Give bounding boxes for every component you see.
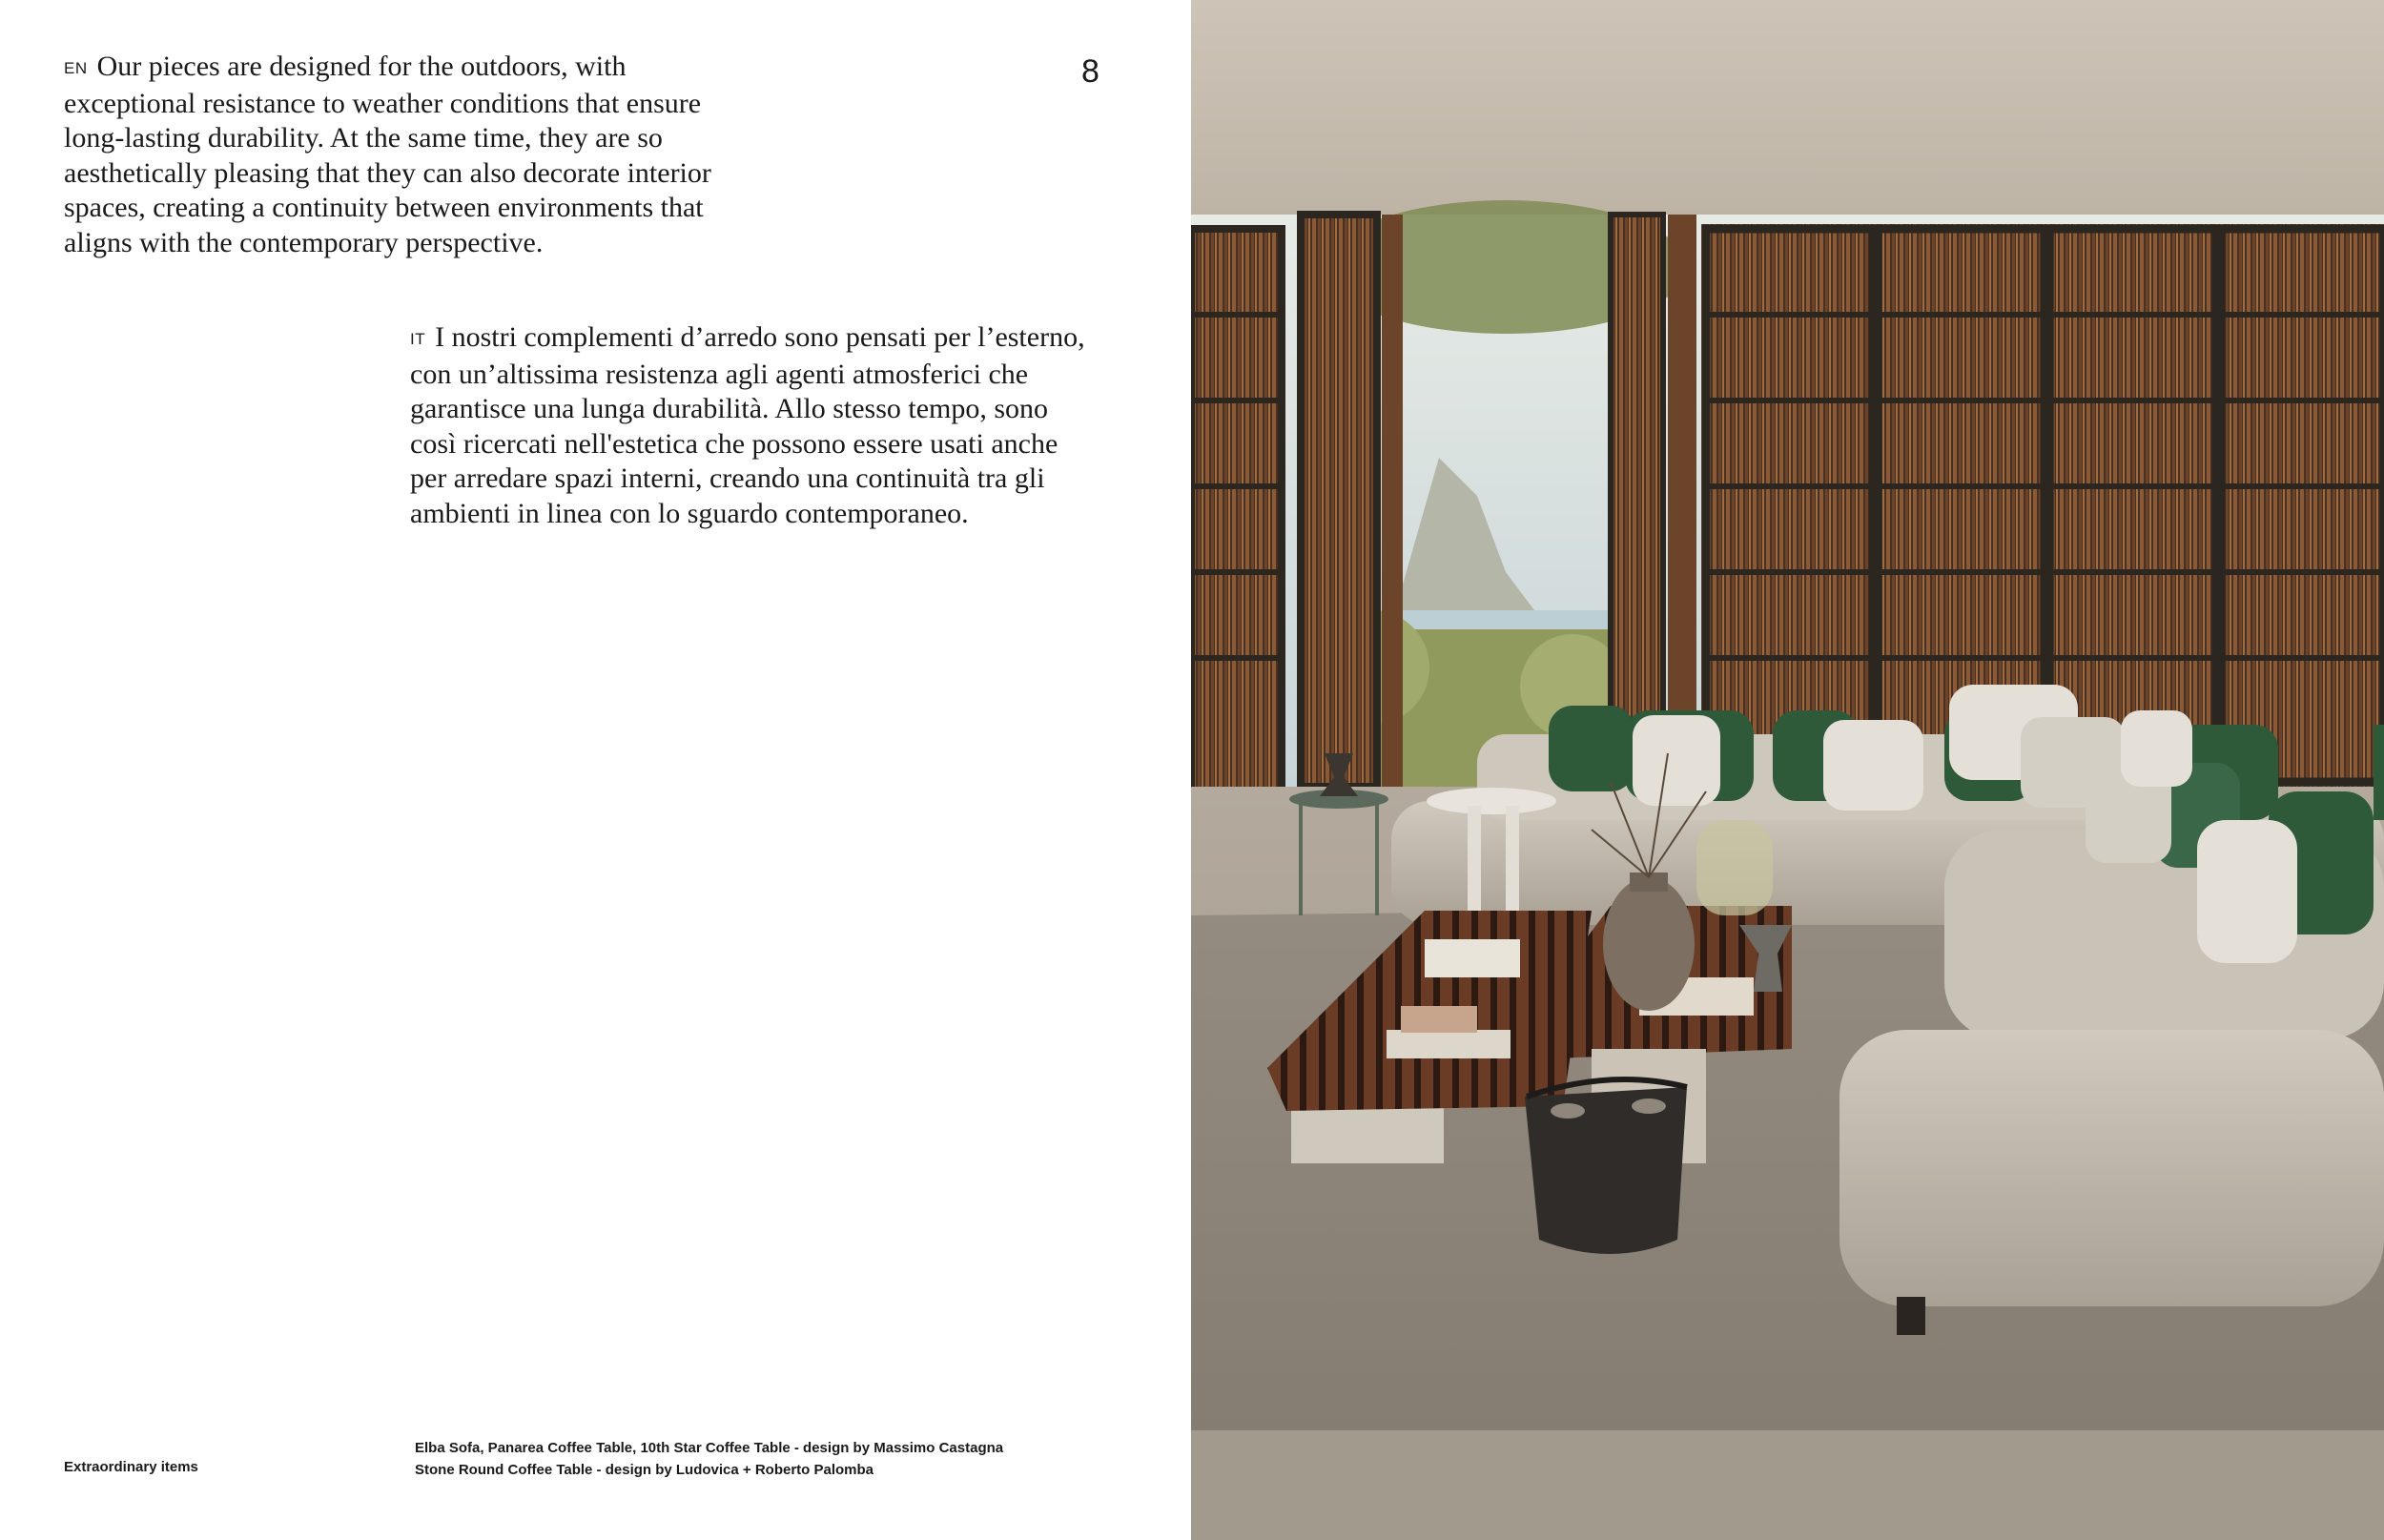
- english-paragraph: [64, 50, 770, 260]
- language-tag-en: EN: [64, 59, 88, 77]
- en-line: exceptional resistance to weather conditions that ensure: [64, 87, 702, 119]
- bamboo-screens: [1191, 215, 2384, 791]
- en-line: aesthetically pleasing that they can also decorate interior: [64, 156, 711, 189]
- it-line: garantisce una lunga durabilità. Allo stesso tempo, sono: [410, 393, 1049, 424]
- page-number: 8: [1081, 53, 1100, 90]
- en-line: spaces, creating a continuity between environments that: [64, 192, 704, 223]
- it-line: così ricercati nell'estetica che possono essere usati anche: [410, 427, 1058, 460]
- caption-line-1: Elba Sofa, Panarea Coffee Table, 10th Star Coffee Table - design by Massimo Castagna: [415, 1440, 1004, 1456]
- it-line: ambienti in linea con lo sguardo contemporaneo.: [410, 497, 969, 529]
- en-line: long-lasting durability. At the same time, they are so: [64, 122, 663, 154]
- living-room-photo: [1191, 0, 2384, 1540]
- ceiling: [1191, 0, 2384, 229]
- it-line: con un’altissima resistenza agli agenti atmosferici che: [410, 358, 1029, 390]
- en-line: Our pieces are designed for the outdoors, with: [96, 51, 627, 82]
- caption-line-2: Stone Round Coffee Table - design by Ludovica + Roberto Palomba: [415, 1462, 874, 1478]
- it-line: per arredare spazi interni, creando una continuità tra gli: [410, 462, 1045, 494]
- italian-paragraph: [410, 320, 1135, 531]
- basket: [1525, 1079, 1687, 1254]
- photo-caption: [415, 1437, 1003, 1481]
- en-line: aligns with the contemporary perspective.: [64, 226, 544, 258]
- it-line: I nostri complementi d’arredo sono pensati per l’esterno,: [435, 321, 1085, 353]
- section-label: Extraordinary items: [64, 1459, 198, 1475]
- text-page: [0, 0, 1191, 1540]
- language-tag-it: IT: [410, 330, 426, 348]
